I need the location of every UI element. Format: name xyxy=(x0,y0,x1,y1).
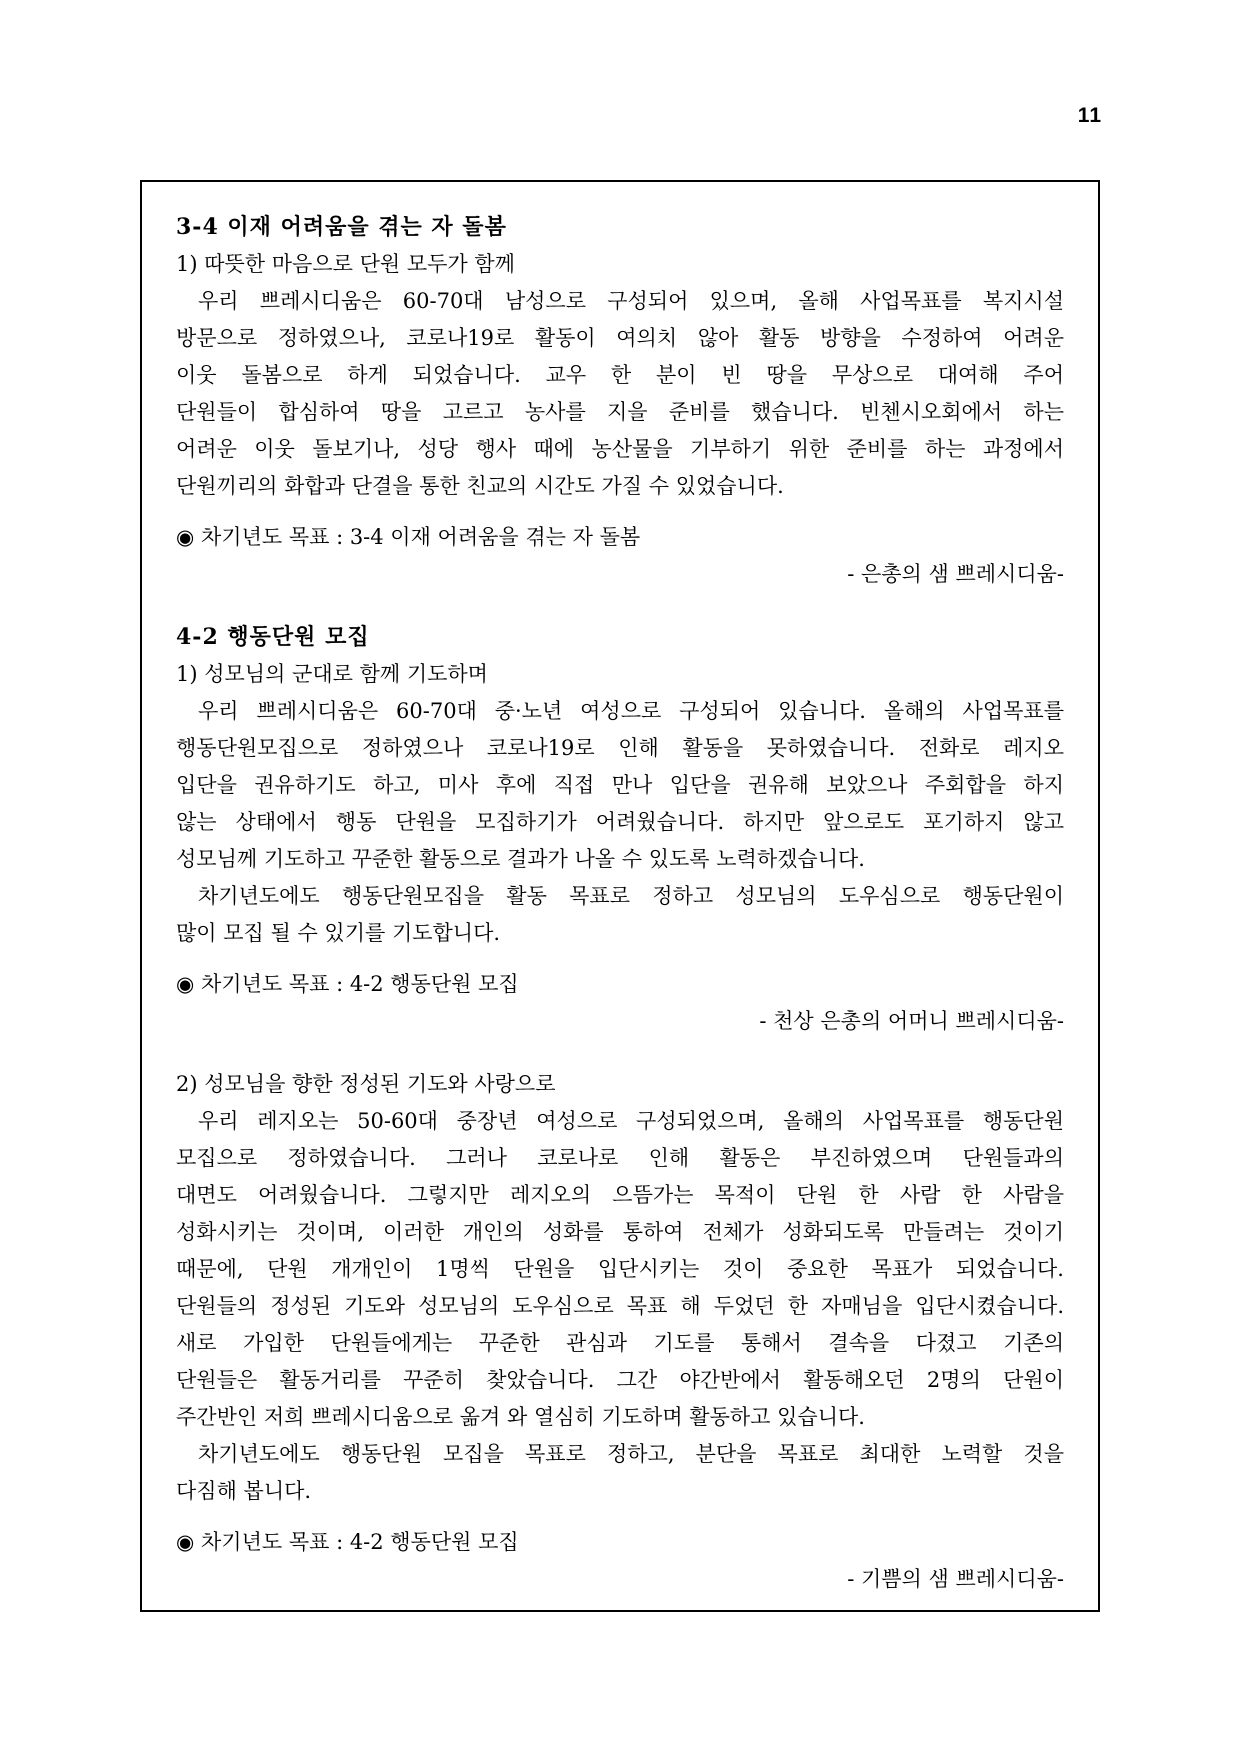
page-number: 11 xyxy=(1077,104,1102,127)
next-year-goal: ◉ 차기년도 목표 : 4-2 행동단원 모집 xyxy=(176,972,519,996)
paragraph-line: 입단을 권유하기도 하고, 미사 후에 직접 만나 입단을 권유해 보았으나 주회합을 하지 xyxy=(176,773,1064,797)
paragraph-line: 우리 쁘레시디움은 60-70대 남성으로 구성되어 있으며, 올해 사업목표를 복지시설 xyxy=(198,289,1064,313)
section-heading-3-4: 3-4 이재 어려움을 겪는 자 돌봄 xyxy=(176,214,507,240)
paragraph-line: 모집으로 정하였습니다. 그러나 코로나로 인해 활동은 부진하였으며 단원들과의 xyxy=(176,1146,1064,1170)
body-paragraphs xyxy=(176,693,1064,952)
section-heading-4-2: 4-2 행동단원 모집 xyxy=(176,624,370,650)
subsection-title: 2) 성모님을 향한 정성된 기도와 사랑으로 xyxy=(176,1072,556,1096)
next-year-goal: ◉ 차기년도 목표 : 3-4 이재 어려움을 겪는 자 돌봄 xyxy=(176,525,641,549)
paragraph-line: 주간반인 저희 쁘레시디움으로 옮겨 와 열심히 기도하며 활동하고 있습니다. xyxy=(176,1405,865,1429)
paragraph-line: 대면도 어려웠습니다. 그렇지만 레지오의 으뜸가는 목적이 단원 한 사람 한 사람을 xyxy=(176,1183,1064,1207)
paragraph-line: 새로 가입한 단원들에게는 꾸준한 관심과 기도를 통해서 결속을 다졌고 기존의 xyxy=(176,1331,1064,1355)
body-paragraphs xyxy=(176,1103,1064,1510)
next-year-goal: ◉ 차기년도 목표 : 4-2 행동단원 모집 xyxy=(176,1530,519,1554)
paragraph-line: 방문으로 정하였으나, 코로나19로 활동이 여의치 않아 활동 방향을 수정하여 어려운 xyxy=(176,326,1064,350)
body-paragraphs xyxy=(176,283,1064,505)
paragraph-line: 많이 모집 될 수 있기를 기도합니다. xyxy=(176,921,501,945)
paragraph-line: 차기년도에도 행동단원모집을 활동 목표로 정하고 성모님의 도우심으로 행동단원이 xyxy=(198,884,1064,908)
paragraph-line: 단원들의 정성된 기도와 성모님의 도우심으로 목표 해 두었던 한 자매님을 입단시켰습니다. xyxy=(176,1294,1064,1318)
paragraph-line: 때문에, 단원 개개인이 1명씩 단원을 입단시키는 것이 중요한 목표가 되었습니다. xyxy=(176,1257,1064,1281)
presidium-signature: - 기쁨의 샘 쁘레시디움- xyxy=(847,1567,1064,1591)
paragraph-line: 다짐해 봅니다. xyxy=(176,1479,312,1503)
paragraph-line: 성모님께 기도하고 꾸준한 활동으로 결과가 나올 수 있도록 노력하겠습니다. xyxy=(176,847,865,871)
presidium-signature: - 천상 은총의 어머니 쁘레시디움- xyxy=(759,1009,1064,1033)
presidium-signature: - 은총의 샘 쁘레시디움- xyxy=(847,562,1064,586)
paragraph-line: 않는 상태에서 행동 단원을 모집하기가 어려웠습니다. 하지만 앞으로도 포기하지 않고 xyxy=(176,810,1064,834)
subsection-title: 1) 성모님의 군대로 함께 기도하며 xyxy=(176,662,488,686)
subsection-title: 1) 따뜻한 마음으로 단원 모두가 함께 xyxy=(176,252,515,276)
paragraph-line: 우리 쁘레시디움은 60-70대 중·노년 여성으로 구성되어 있습니다. 올해의 사업목표를 xyxy=(198,699,1064,723)
paragraph-line: 단원끼리의 화합과 단결을 통한 친교의 시간도 가질 수 있었습니다. xyxy=(176,474,784,498)
paragraph-line: 성화시키는 것이며, 이러한 개인의 성화를 통하여 전체가 성화되도록 만들려는 것이기 xyxy=(176,1220,1064,1244)
paragraph-line: 단원들이 합심하여 땅을 고르고 농사를 지을 준비를 했습니다. 빈첸시오회에서 하는 xyxy=(176,400,1064,424)
paragraph-line: 어려운 이웃 돌보기나, 성당 행사 때에 농산물을 기부하기 위한 준비를 하는 과정에서 xyxy=(176,437,1064,461)
paragraph-line: 행동단원모집으로 정하였으나 코로나19로 인해 활동을 못하였습니다. 전화로 레지오 xyxy=(176,736,1064,760)
paragraph-line: 이웃 돌봄으로 하게 되었습니다. 교우 한 분이 빈 땅을 무상으로 대여해 주어 xyxy=(176,363,1064,387)
paragraph-line: 차기년도에도 행동단원 모집을 목표로 정하고, 분단을 목표로 최대한 노력할 것을 xyxy=(198,1442,1064,1466)
content-border-box xyxy=(140,180,1100,1612)
paragraph-line: 단원들은 활동거리를 꾸준히 찾았습니다. 그간 야간반에서 활동해오던 2명의 단원이 xyxy=(176,1368,1064,1392)
paragraph-line: 우리 레지오는 50-60대 중장년 여성으로 구성되었으며, 올해의 사업목표를 행동단원 xyxy=(198,1109,1064,1133)
